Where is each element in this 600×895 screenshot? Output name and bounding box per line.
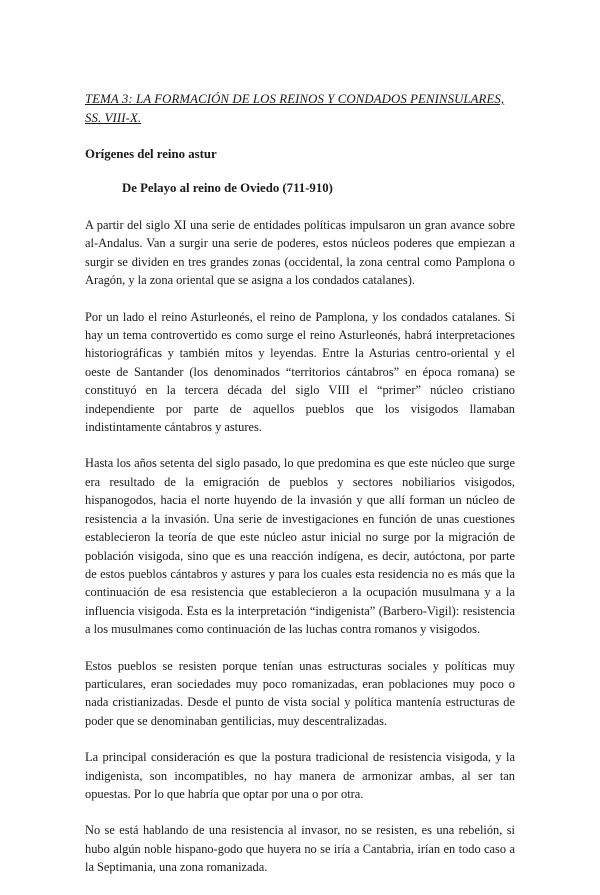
paragraph-2: Por un lado el reino Asturleonés, el reino de Pamplona, y los condados catalanes. Si hay un tema controvertido es como surge el reino Asturleonés, habrá interpretaciones historiográficas y también mitos y leyendas. Entre la Asturias centro-oriental y el oeste de Santander (los denominados “territorios cántabros” en época romana) se constituyó en la tercera década del siglo VIII el “primer” núcleo cristiano independiente por parte de aquellos pueblos que los visigodos llamaban indistintamente cántabros y astures. [85, 309, 515, 435]
document-page [85, 90, 515, 895]
paragraph-5: La principal consideración es que la postura tradicional de resistencia visigoda, y la indigenista, son incompatibles, no hay manera de armonizar ambas, al ser tan opuestas. Por lo que habría que optar por una o por otra. [85, 750, 515, 801]
paragraph-4: Estos pueblos se resisten porque tenían unas estructuras sociales y políticas muy particulares, eran sociedades muy poco romanizadas, eran poblaciones muy poco o nada cristianizadas. Desde el punto de vista social y política mantenía estructuras de poder que se denominaban gentilicias, muy descentralizadas. [85, 658, 515, 728]
paragraph-1: A partir del siglo XI una serie de entidades políticas impulsaron un gran avance sobre al-Andalus. Van a surgir una serie de poderes, estos núcleos poderes que empiezan a surgir se dividen en tres grandes zonas (occidental, la zona central como Pamplona o Aragón, y la zona oriental que se asigna a los condados catalanes). [85, 218, 515, 288]
paragraph-6: No se está hablando de una resistencia al invasor, no se resisten, es una rebelión, si hubo algún noble hispano-godo que huyera no se iría a Cantabria, irían en todo caso a la Septimania, una zona romanizada. [85, 823, 515, 875]
sub-heading: De Pelayo al reino de Oviedo (711-910) [122, 181, 333, 195]
paragraph-3: Hasta los años setenta del siglo pasado, lo que predomina es que este núcleo que surge era resultado de la emigración de pueblos y sectores nobiliarios visigodos, hispanogodos, hacia el norte huyendo de la invasión y que allí forman un núcleo de resistencia a la invasión. Una serie de investigaciones en función de unas cuestiones establecieron la teoría de que este núcleo astur inicial no surge por la migración de población visigoda, sino que es una reacción indígena, es decir, autóctona, por parte de estos pueblos cántabros y astures y para los cuales esta residencia no es más que la continuación de esa resistencia que establecieron a la ocupación musulmana y a la influencia visigoda. Esta es la interpretación “indigenista” (Barbero-Vigil): resistencia a los musulmanes como continuación de las luchas contra romanos y visigodos. [85, 456, 515, 637]
document-title: TEMA 3: LA FORMACIÓN DE LOS REINOS Y CONDADOS PENINSULARES, SS. VIII-X. [85, 92, 505, 125]
section-heading: Orígenes del reino astur [85, 147, 217, 161]
